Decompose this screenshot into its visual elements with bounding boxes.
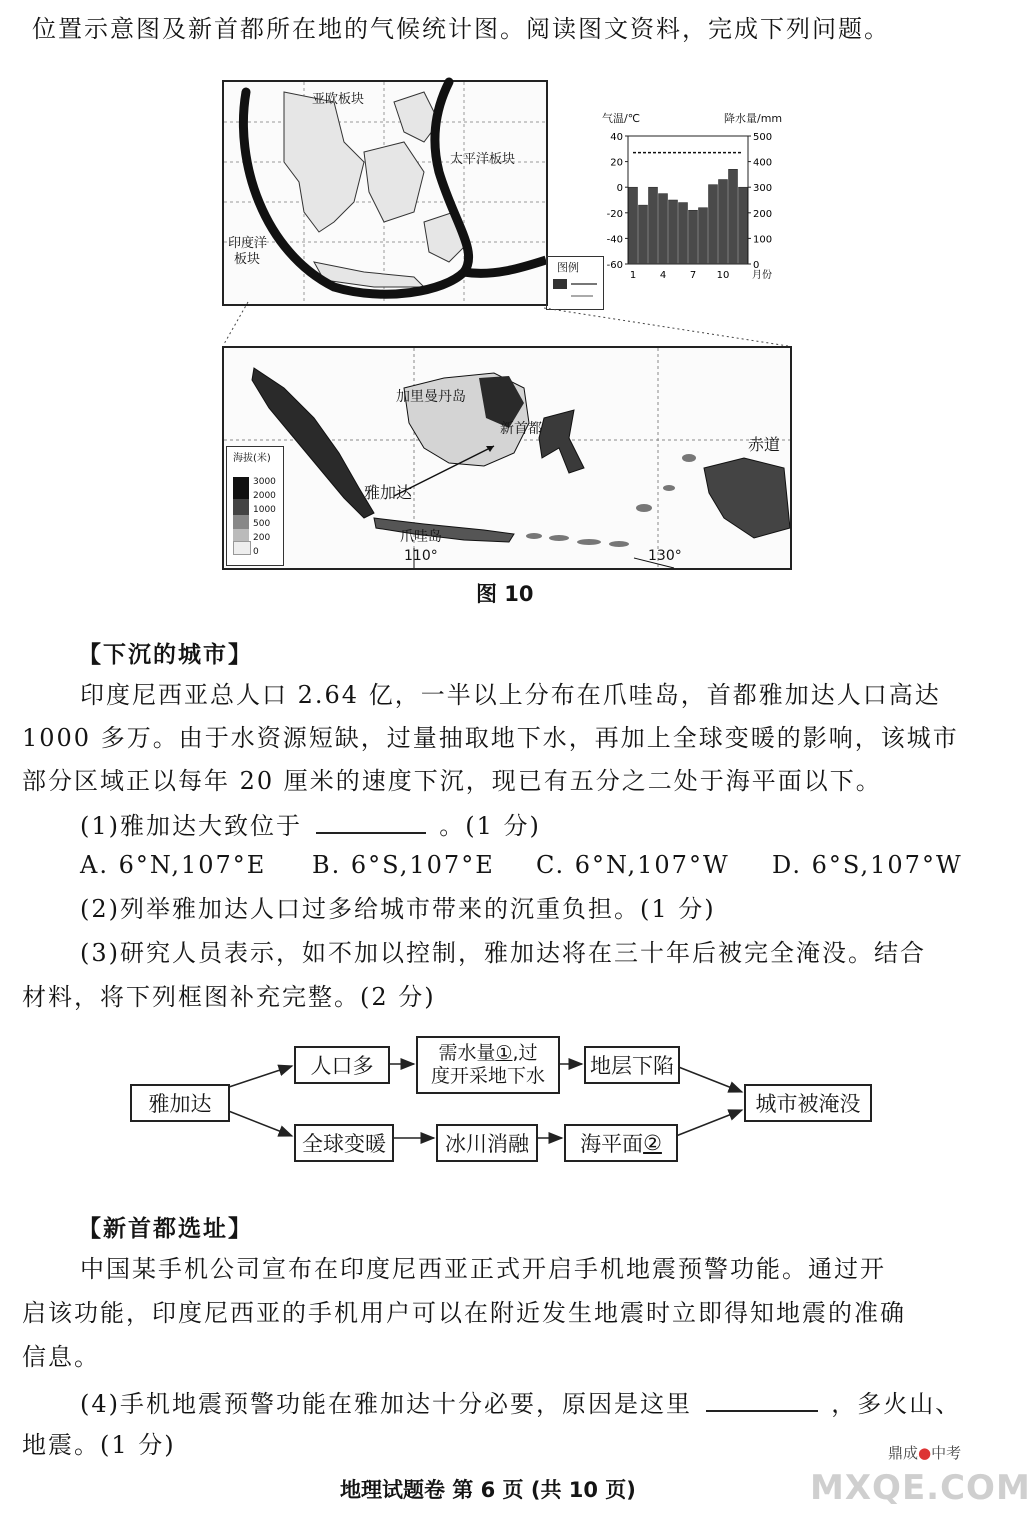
flow-water-text-b: ,过	[512, 1042, 538, 1064]
indonesia-map	[222, 346, 792, 570]
elev-tick-200: 200	[253, 533, 271, 543]
watermark-site: MXQE.COM	[810, 1468, 1031, 1508]
temp-tick-label: 40	[610, 132, 623, 143]
indonesia-map-graphic	[224, 348, 790, 568]
precip-tick-label: 400	[753, 157, 773, 169]
flow-box-water-demand	[416, 1036, 560, 1094]
precip-tick-label: 0	[753, 260, 760, 271]
watermark-brand-right: 中考	[931, 1444, 962, 1462]
section1-para-line1: 印度尼西亚总人口 2.64 亿，一半以上分布在爪哇岛，首都雅加达人口高达	[80, 681, 941, 709]
page-footer: 地理试题卷 第 6 页 (共 10 页)	[340, 1478, 636, 1502]
elev-tick-2000: 2000	[253, 491, 276, 501]
elevation-title: 海拔(米)	[233, 453, 271, 464]
jakarta-label: 雅加达	[364, 483, 413, 502]
flow-box-flooded: 城市被淹没	[744, 1084, 872, 1122]
temp-tick-label: 20	[610, 157, 623, 169]
section-sinking-city-title: 【下沉的城市】	[78, 641, 253, 668]
watermark-brand	[888, 1442, 961, 1463]
q4-answer-blank[interactable]	[706, 1386, 818, 1412]
indian-plate-label-2: 板块	[234, 252, 261, 267]
kalimantan-label: 加里曼丹岛	[396, 389, 466, 405]
q1-prefix: (1)雅加达大致位于	[80, 812, 302, 840]
q1-option-a[interactable]: A. 6°N,107°E	[80, 851, 267, 879]
flow-water-line2: 度开采地下水	[430, 1065, 545, 1087]
precip-tick-label: 200	[753, 208, 773, 220]
lon-130-label: 130°	[648, 548, 682, 564]
question-4-line1	[80, 1386, 961, 1419]
elev-tick-3000: 3000	[253, 477, 276, 487]
figure-caption: 图 10	[476, 582, 534, 606]
lon-110-label: 110°	[404, 548, 438, 564]
precip-tick-label: 300	[753, 183, 773, 195]
equator-label: 赤道	[748, 435, 781, 454]
q1-option-c[interactable]: C. 6°N,107°W	[536, 851, 730, 879]
question-1	[80, 808, 541, 841]
section1-para-line3: 部分区域正以每年 20 厘米的速度下沉，现已有五分之二处于海平面以下。	[22, 767, 882, 795]
elev-tick-500: 500	[253, 519, 271, 529]
flow-blank-2[interactable]: ②	[643, 1131, 662, 1155]
temp-tick-label: -60	[606, 260, 623, 271]
precip-axis-title: 降水量/mm	[724, 112, 783, 125]
section2-para-line2: 启该功能，印度尼西亚的手机用户可以在附近发生地震时立即得知地震的准确	[22, 1299, 906, 1327]
flow-box-global-warming: 全球变暖	[294, 1124, 394, 1162]
flow-box-glacier-melt: 冰川消融	[436, 1124, 538, 1162]
month-tick-label: 10	[716, 270, 730, 281]
indian-plate-label-1: 印度洋	[228, 236, 268, 251]
q1-answer-blank[interactable]	[316, 808, 426, 834]
q4-prefix: (4)手机地震预警功能在雅加达十分必要，原因是这里	[80, 1390, 692, 1418]
java-label: 爪哇岛	[400, 529, 442, 545]
flow-box-subsidence: 地层下陷	[584, 1046, 680, 1084]
section2-para-line3: 信息。	[22, 1343, 100, 1371]
map-connector-lines	[0, 0, 1000, 360]
month-tick-label: 1	[629, 270, 637, 281]
watermark-brand-left: 鼎成	[888, 1444, 919, 1462]
question-2: (2)列举雅加达人口过多给城市带来的沉重负担。(1 分)	[80, 895, 716, 923]
month-tick-label: 4	[659, 270, 667, 281]
q1-suffix: 。(1 分)	[439, 812, 541, 840]
temp-tick-label: 0	[616, 183, 623, 195]
q1-option-d[interactable]: D. 6°S,107°W	[772, 851, 963, 879]
flow-sea-level-text: 海平面	[580, 1132, 644, 1156]
elevation-legend	[226, 446, 284, 566]
month-axis-title: 月份	[752, 270, 772, 281]
section2-para-line1: 中国某手机公司宣布在印度尼西亚正式开启手机地震预警功能。通过开	[80, 1255, 886, 1283]
question-3-line2: 材料，将下列框图补充完整。(2 分)	[22, 983, 436, 1011]
temp-axis-title: 气温/℃	[602, 112, 641, 125]
precip-tick-label: 500	[753, 132, 773, 143]
flow-water-text-a: 需水量	[438, 1042, 496, 1064]
flow-box-population: 人口多	[294, 1046, 390, 1084]
flow-blank-1[interactable]: ①	[495, 1042, 513, 1064]
flow-box-sea-level	[564, 1124, 678, 1162]
section1-para-line2: 1000 多万。由于水资源短缺，过量抽取地下水，再加上全球变暖的影响，该城市	[22, 724, 959, 752]
q1-option-b[interactable]: B. 6°S,107°E	[312, 851, 495, 879]
q4-suffix: ，多火山、	[831, 1390, 962, 1418]
eurasian-plate-label: 亚欧板块	[312, 92, 365, 107]
month-tick-label: 7	[689, 270, 697, 281]
question-4-line2: 地震。(1 分)	[22, 1431, 176, 1459]
intro-text: 位置示意图及新首都所在地的气候统计图。阅读图文资料，完成下列问题。	[32, 15, 890, 43]
elev-tick-1000: 1000	[253, 505, 276, 515]
temp-tick-label: -40	[606, 234, 623, 246]
legend-title: 图例	[557, 261, 579, 274]
section-new-capital-title: 【新首都选址】	[78, 1215, 253, 1242]
question-3-line1: (3)研究人员表示，如不加以控制，雅加达将在三十年后被完全淹没。结合	[80, 939, 926, 967]
precip-tick-label: 100	[753, 234, 773, 246]
new-capital-label: 新首都	[500, 421, 542, 437]
watermark-dot-icon: ●	[918, 1444, 932, 1462]
temp-tick-label: -20	[606, 208, 623, 220]
pacific-plate-label: 太平洋板块	[450, 152, 516, 167]
flow-box-jakarta: 雅加达	[130, 1084, 230, 1122]
elev-tick-0: 0	[253, 547, 259, 557]
